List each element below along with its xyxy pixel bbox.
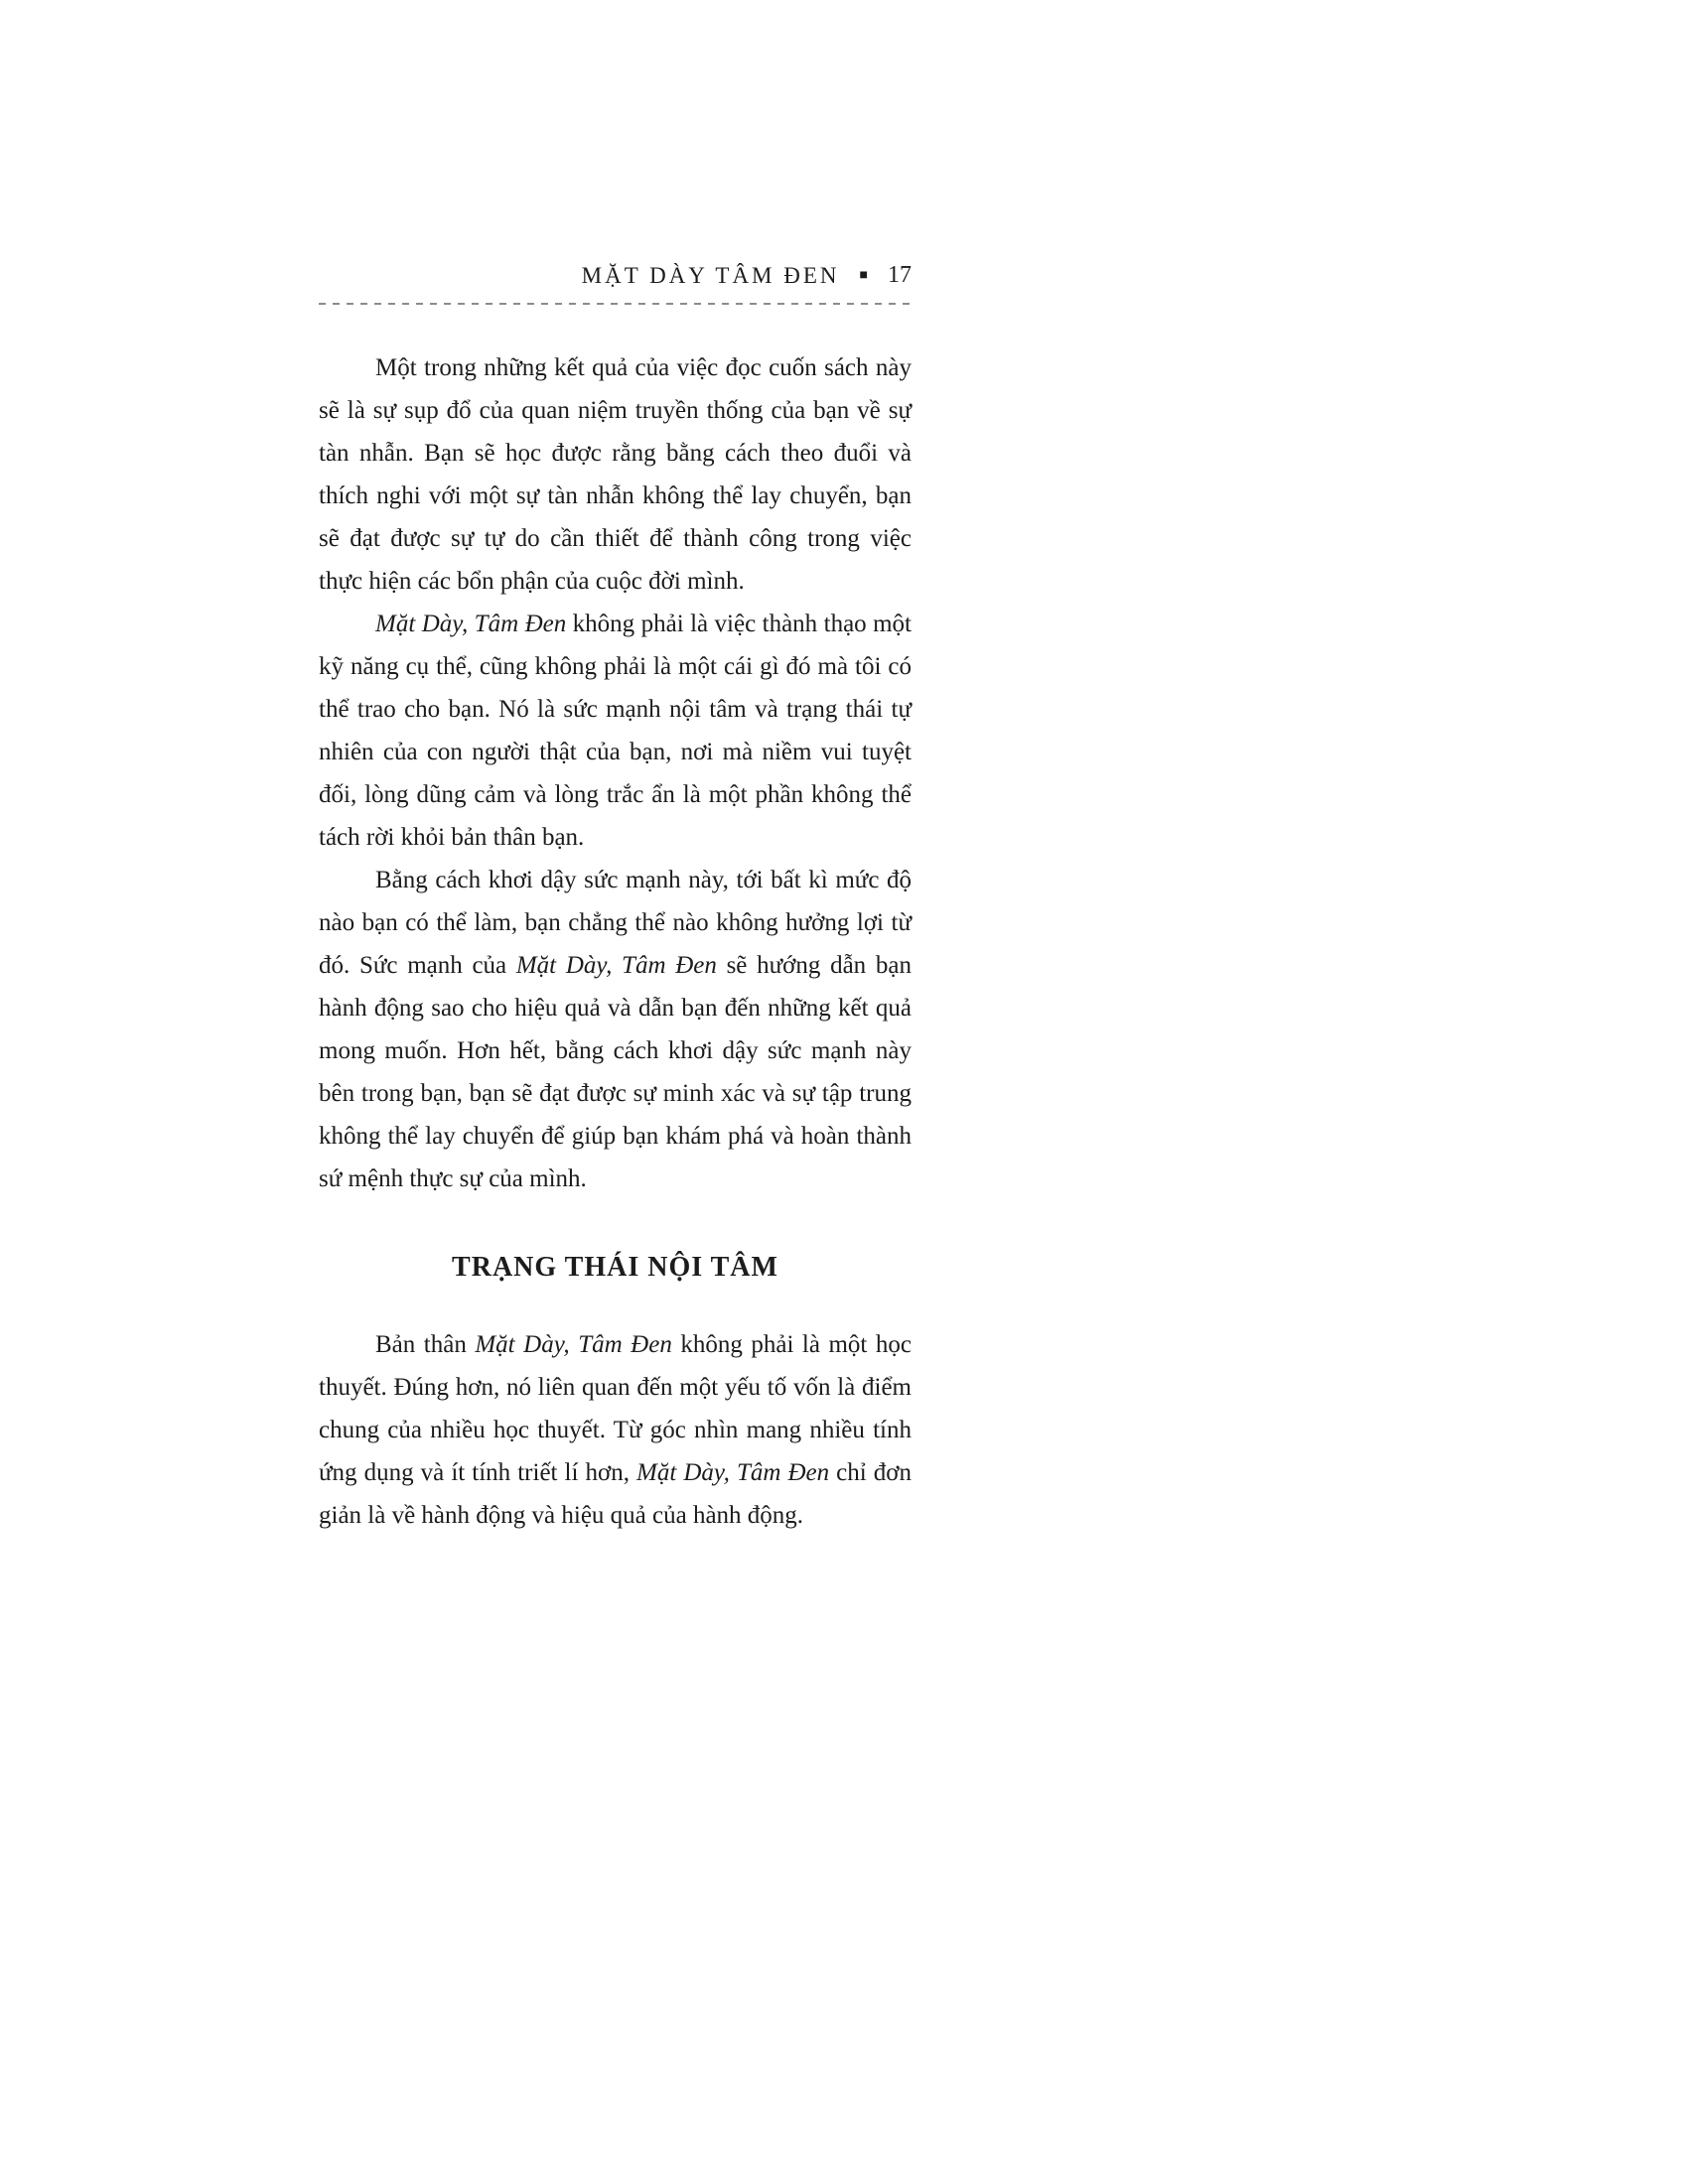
text-run: không phải là việc thành thạo một kỹ năng cụ thể, cũng không phải là một cái gì đó mà tôi có thể trao cho bạn. Nó là sức mạnh nội tâm và trạng thái tự nhiên của con người thật của bạn, nơi mà niềm vui tuyệt đối, lòng dũng cảm và lòng trắc ẩn là một phần không thể tách rời khỏi bản thân bạn. <box>319 610 912 851</box>
paragraph <box>319 346 912 603</box>
paragraph <box>319 859 912 1200</box>
paragraph <box>319 603 912 859</box>
text-run: Một trong những kết quả của việc đọc cuốn sách này sẽ là sự sụp đổ của quan niệm truyền thống của bạn về sự tàn nhẫn. Bạn sẽ học được rằng bằng cách theo đuổi và thích nghi với một sự tàn nhẫn không thể lay chuyển, bạn sẽ đạt được sự tự do cần thiết để thành công trong việc thực hiện các bổn phận của cuộc đời mình. <box>319 353 912 595</box>
book-title-italic: Mặt Dày, Tâm Đen <box>515 951 717 979</box>
book-title-italic: Mặt Dày, Tâm Đen <box>636 1458 830 1486</box>
text-run: chỉ đơn giản là về hành động và hiệu quả của hành động. <box>319 1458 912 1529</box>
paragraph <box>319 1323 912 1537</box>
square-bullet-icon: ■ <box>859 268 868 284</box>
running-title: MẶT DÀY TÂM ĐEN <box>581 262 840 288</box>
page-body <box>319 346 912 1537</box>
page-number: 17 <box>888 262 912 288</box>
book-title-italic: Mặt Dày, Tâm Đen <box>475 1330 672 1358</box>
page-content <box>319 261 912 1537</box>
text-run: Bằng cách khơi dậy sức mạnh này, tới bất kì mức độ nào bạn có thể làm, bạn chẳng thể nào không hưởng lợi từ đó. Sức mạnh của <box>319 866 912 979</box>
page-header <box>319 261 912 290</box>
text-run: không phải là một học thuyết. Đúng hơn, nó liên quan đến một yếu tố vốn là điểm chung của nhiều học thuyết. Từ góc nhìn mang nhiều tính ứng dụng và ít tính triết lí hơn, <box>319 1330 912 1486</box>
text-run: sẽ hướng dẫn bạn hành động sao cho hiệu quả và dẫn bạn đến những kết quả mong muốn. Hơn hết, bằng cách khơi dậy sức mạnh này bên trong bạn, bạn sẽ đạt được sự minh xác và sự tập trung không thể lay chuyển để giúp bạn khám phá và hoàn thành sứ mệnh thực sự của mình. <box>319 951 912 1192</box>
text-run: Bản thân <box>375 1330 476 1358</box>
section-heading: TRẠNG THÁI NỘI TÂM <box>452 1251 778 1283</box>
header-divider <box>319 303 912 305</box>
book-title-italic: Mặt Dày, Tâm Đen <box>375 610 567 637</box>
